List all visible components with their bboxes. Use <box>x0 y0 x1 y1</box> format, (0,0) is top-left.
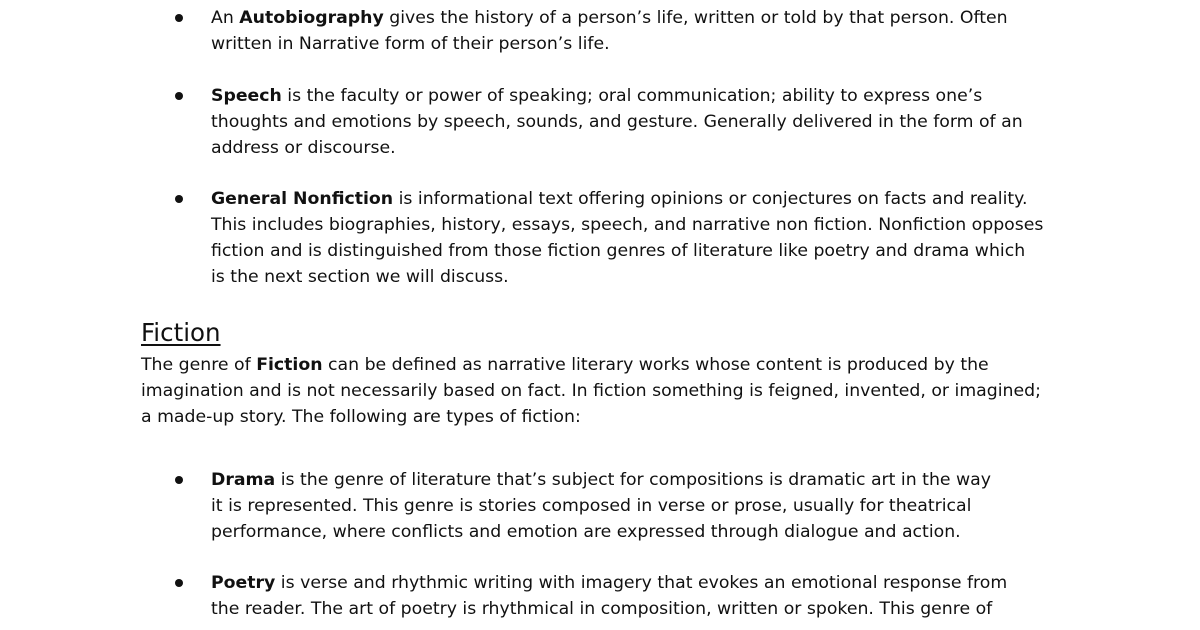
text-line <box>211 186 1043 212</box>
text-line: thoughts and emotions by speech, sounds, and gesture. Generally delivered in the form of an <box>211 112 1023 132</box>
list-item-text <box>211 570 1007 622</box>
term-fiction: Fiction <box>256 355 323 375</box>
list-item-text <box>211 5 1008 57</box>
text-line: a made-up story. The following are types of fiction: <box>141 407 581 427</box>
line-text: is informational text offering opinions or conjectures on facts and reality. <box>393 189 1028 209</box>
text-line <box>211 570 1007 596</box>
bullet-icon <box>175 476 183 484</box>
text-line: This includes biographies, history, essays, speech, and narrative non fiction. Nonfiction opposes <box>211 215 1044 235</box>
text-line: the reader. The art of poetry is rhythmical in composition, written or spoken. This genre of <box>211 599 993 619</box>
term-poetry: Poetry <box>211 573 276 593</box>
text-line: written in Narrative form of their person’s life. <box>211 34 610 54</box>
list-item-text <box>211 83 1023 161</box>
text-line: address or discourse. <box>211 138 396 158</box>
line-text: can be defined as narrative literary works whose content is produced by the <box>322 355 989 375</box>
term-speech: Speech <box>211 86 282 106</box>
line-text: is verse and rhythmic writing with imagery that evokes an emotional response from <box>275 573 1008 593</box>
line-prefix: An <box>211 8 240 28</box>
list-item-text <box>211 467 991 545</box>
text-line: performance, where conflicts and emotion are expressed through dialogue and action. <box>211 522 961 542</box>
line-text: is the faculty or power of speaking; oral communication; ability to express one’s <box>281 86 983 106</box>
line-text: is the genre of literature that’s subject for compositions is dramatic art in the way <box>275 470 991 490</box>
text-line: is the next section we will discuss. <box>211 267 509 287</box>
bullet-icon <box>175 195 183 203</box>
text-line <box>211 467 991 493</box>
term-drama: Drama <box>211 470 276 490</box>
text-line <box>211 83 1023 109</box>
line-prefix: The genre of <box>141 355 257 375</box>
bullet-icon <box>175 92 183 100</box>
fiction-intro-paragraph <box>141 352 1041 430</box>
text-line: fiction and is distinguished from those fiction genres of literature like poetry and drama which <box>211 241 1026 261</box>
bullet-icon <box>175 579 183 587</box>
line-text: gives the history of a person’s life, written or told by that person. Often <box>383 8 1008 28</box>
term-autobiography: Autobiography <box>239 8 384 28</box>
section-heading-fiction: Fiction <box>141 318 221 347</box>
text-line: it is represented. This genre is stories composed in verse or prose, usually for theatrical <box>211 496 972 516</box>
text-line <box>141 352 1041 378</box>
term-general-nonfiction: General Nonfiction <box>211 189 394 209</box>
list-item-text <box>211 186 1043 290</box>
text-line: imagination and is not necessarily based on fact. In fiction something is feigned, invented, or imagined; <box>141 381 1041 401</box>
text-line <box>211 5 1008 31</box>
bullet-icon <box>175 14 183 22</box>
